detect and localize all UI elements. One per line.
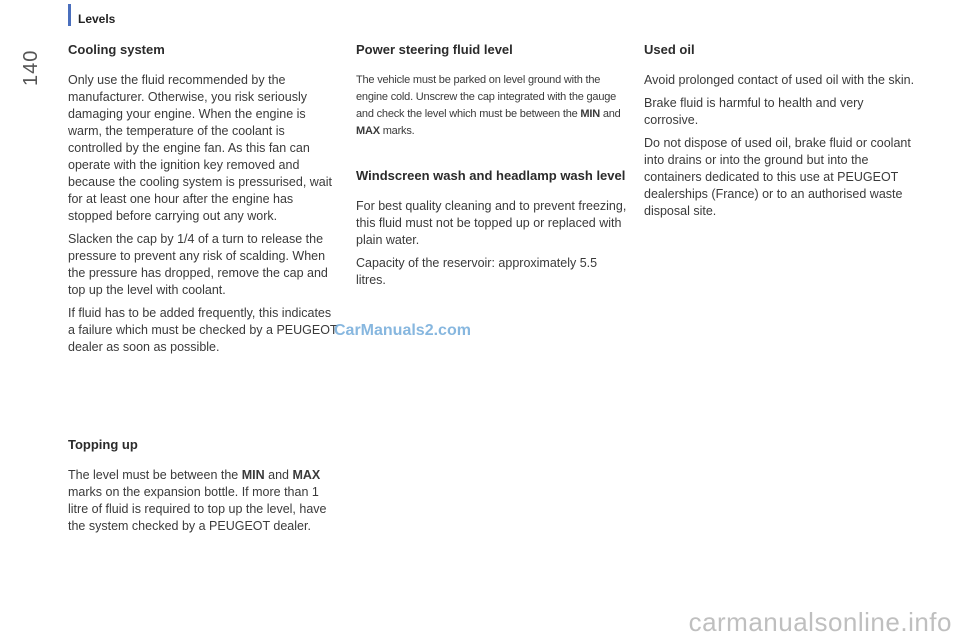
- cooling-paragraph-1: Only use the fluid recommended by the manufacturer. Otherwise, you risk seriously damaging your engine. When the engine is warm, the temperature of the coolant is controlled by the engine fan. As this fan can operate with the ignition key removed and because the cooling system is pressurised, wait for at least one hour after the engine has stopped before carrying out any work.: [68, 73, 333, 223]
- min-mark: MIN: [241, 468, 265, 482]
- min-mark: MIN: [580, 108, 600, 120]
- used-oil-paragraph-1: Avoid prolonged contact of used oil with the skin.: [644, 73, 915, 87]
- power-steering-title: Power steering fluid level: [356, 42, 513, 57]
- footer-watermark: carmanualsonline.info: [688, 607, 952, 637]
- power-steering-text-3: marks.: [379, 125, 415, 137]
- topping-up-title: Topping up: [68, 437, 138, 452]
- section-marker-bar: [68, 4, 71, 26]
- cooling-system-section: [68, 42, 340, 362]
- topping-up-text-1: The level must be between the: [68, 468, 242, 482]
- used-oil-section: [644, 42, 916, 226]
- section-label: Levels: [78, 12, 116, 26]
- power-steering-text-1: The vehicle must be parked on level ground with the engine cold. Unscrew the cap integrated with the gauge and check the level which must be between the: [356, 74, 617, 120]
- topping-up-text-2: and: [264, 468, 293, 482]
- center-watermark: CarManuals2.com: [334, 322, 471, 339]
- used-oil-paragraph-2: Brake fluid is harmful to health and very corrosive.: [644, 96, 864, 127]
- cooling-system-title: Cooling system: [68, 42, 165, 57]
- max-mark: MAX: [356, 125, 380, 137]
- page-number: 140: [20, 49, 42, 86]
- topping-up-text-3: marks on the expansion bottle. If more than 1 litre of fluid is required to top up the level, have the system checked by a PEUGEOT dealer.: [68, 485, 327, 533]
- cooling-paragraph-3: If fluid has to be added frequently, this indicates a failure which must be checked by a PEUGEOT dealer as soon as possible.: [68, 306, 338, 354]
- cooling-paragraph-2: Slacken the cap by 1/4 of a turn to release the pressure to prevent any risk of scalding. When the pressure has dropped, remove the cap and top up the level with coolant.: [68, 232, 328, 297]
- used-oil-paragraph-3: Do not dispose of used oil, brake fluid or coolant into drains or into the ground but into the containers dedicated to this use at PEUGEOT dealerships (France) or to an authorised waste disposal site.: [644, 136, 911, 218]
- power-steering-paragraph: [356, 72, 628, 140]
- power-steering-text-2: and: [599, 108, 621, 120]
- windscreen-paragraph-1: For best quality cleaning and to prevent freezing, this fluid must not be topped up or replaced with plain water.: [356, 199, 627, 247]
- max-mark: MAX: [292, 468, 321, 482]
- middle-column: [356, 42, 628, 295]
- used-oil-title: Used oil: [644, 42, 695, 57]
- windscreen-wash-title: Windscreen wash and headlamp wash level: [356, 168, 626, 183]
- windscreen-paragraph-2: Capacity of the reservoir: approximately 5.5 litres.: [356, 256, 598, 287]
- topping-up-paragraph: [68, 467, 340, 535]
- topping-up-section: [68, 437, 340, 541]
